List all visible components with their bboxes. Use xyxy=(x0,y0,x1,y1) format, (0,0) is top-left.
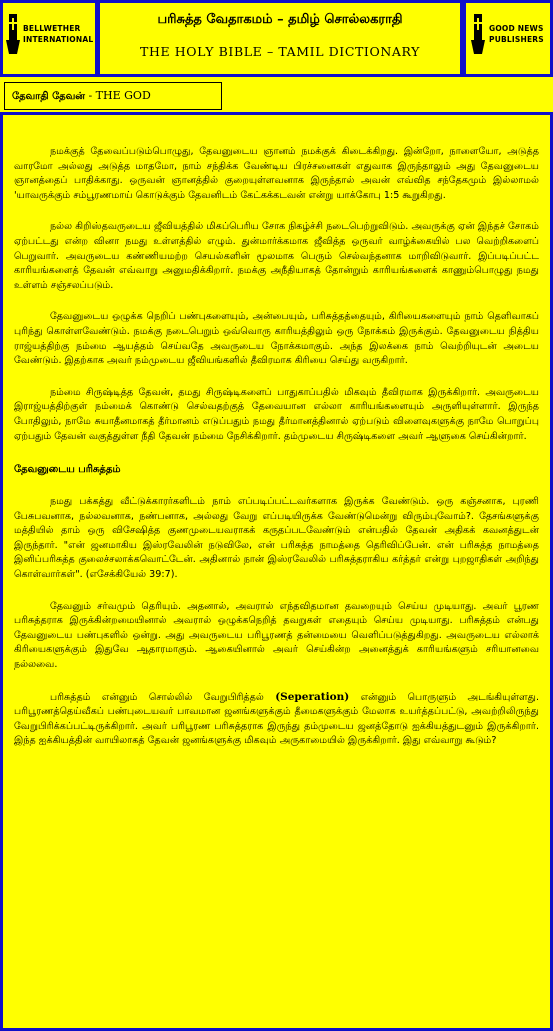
paragraph-7-part-b: என்னும் பொருளும் அடங்கியுள்ளது. பரிபூரணத்தெய்வீகப் பண்புடையவர் பாவமான ஜனங்களுக்கும் தீமைகளுக்கும் மேலாக உயர்த்தப்பட்டு, அவற்றிலிருந்து வேறுபிரிக்கப்பட்டிருக்கிறார். அவர் பரிபூரண பரிசுத்தராக இருந்து தம்முடைய ஜனத்தோடு ஐக்கியத்துடனும் இருக்கிறார். இந்த ஐக்கியத்தின் வாயிலாகத் தேவன் ஜனங்களுக்கு மிகவும் அருகாமையில் இருக்கிறார். இது எவ்வாறு கூடும்? xyxy=(14,691,539,747)
article-body xyxy=(14,145,539,766)
title-english: THE HOLY BIBLE – TAMIL DICTIONARY xyxy=(140,44,420,59)
paragraph-3: தேவனுடைய ஒழுக்க நெறிப் பண்புகளையும், அன்பையும், பரிசுத்தத்தையும், கிரியைகளையும் நாம் தெளிவாகப் புரிந்து கொள்ளவேண்டும். நமக்கு நடைபெறும் ஒவ்வொரு காரியத்திலும் ஒரு நோக்கம் இருக்கும். தேவனுடைய நித்திய ராஜ்யத்திற்கு நம்மை ஆயத்தம் செய்வதே அவருடைய நோக்கமாகும். அந்த இலக்கை நாம் வெற்றியுடன் அடைய வேண்டும். இதற்காக அவர் நம்முடைய ஜீவியங்களில் தீவிரமாக கிரியை செய்து வருகிறார். xyxy=(14,311,539,367)
bible-icon xyxy=(6,14,20,54)
paragraph-1: நமக்குத் தேவைப்படும்பொழுது, தேவனுடைய ஞானம் நமக்குக் கிடைக்கிறது. இன்றோ, நாளையோ, அடுத்த வாரமோ அல்லது அடுத்த மாதமோ, நாம் சந்திக்க வேண்டிய பிரச்சனைகள் எதுவாக இருந்தாலும் அது தேவனுடைய ஞானத்தைப் பாதிக்காது. ஒருவன் ஞானத்தில் குறையுள்ளவனாக இருந்தால் அவன் எவ்வித சந்தேகமும் இல்லாமல் 'யாவருக்கும் சம்பூரணமாய் கொடுக்கும் தேவனிடம் கேட்கக்கடவன் என்று யாக்கோபு 1:5 கூறுகிறது. xyxy=(14,146,539,201)
section-title-tamil: தேவாதி தேவன் xyxy=(12,91,85,102)
subheading-holiness: தேவனுடைய பரிசுத்தம் xyxy=(14,464,121,476)
logo-right-line2: PUBLISHERS xyxy=(489,35,544,44)
section-title xyxy=(12,89,151,103)
separation-term: (Seperation) xyxy=(275,690,350,703)
paragraph-7 xyxy=(14,690,539,749)
paragraph-2: நல்ல கிறிஸ்தவருடைய ஜீவியத்தில் மிகப்பெரிய சோக நிகழ்ச்சி நடைபெற்றுவிடும். அவருக்கு ஏன் இந்தச் சோகம் ஏற்பட்டது என்ற வினா நமது உள்ளத்தில் எழும். துன்மார்க்கமாக ஜீவித்த ஒருவர் வாழ்க்கையில் பல வெற்றிகளைப் பெறுவார். அவருடைய கண்ணியமற்ற செயல்களின் மூலமாக பெரும் செல்வந்தனாக மாறிவிடுவார். இப்படிப்பட்ட காரியங்களைத் தேவன் எவ்வாறு அனுமதிக்கிறார். நமக்கு அநீதியாகத் தோன்றும் காரியங்களைக் காணும்பொழுது நமது உள்ளம் சஞ்சலப்படும். xyxy=(14,221,539,291)
bellwether-logo xyxy=(6,14,93,54)
paragraph-4: நம்மை சிருஷ்டித்த தேவன், தமது சிருஷ்டிகளைப் பாதுகாப்பதில் மிகவும் தீவிரமாக இருக்கிறார். அவருடைய இராஜ்யத்திற்குள் நம்மைக் கொண்டு செல்வதற்குத் தேவையான எல்லா காரியங்களையும் அருளியுள்ளார். இருந்த போதிலும், நாமே சுயாதீனமாகத் தீர்மானம் எடுப்பதும் நமது தீர்மானத்தினால் ஏற்படும் விளைவுகளுக்கு நாமே பொறுப்பு ஏற்பதும் தேவன் வகுத்துள்ள நீதி தேவன் நம்மை நேசிக்கிறார். தம்முடைய சிருஷ்டிகளை அவர் ஆளுகை செய்கின்றார். xyxy=(14,386,539,442)
logo-right-line1: GOOD NEWS xyxy=(489,24,544,33)
book-icon xyxy=(470,14,486,54)
title-tamil: பரிசுத்த வேதாகமம் – தமிழ் சொல்லகராதி xyxy=(157,12,403,27)
paragraph-7-part-a: பரிசுத்தம் என்னும் சொல்லில் வேறுபிரித்தல் xyxy=(50,691,276,703)
paragraph-5: நமது பக்கத்து வீட்டுக்காரர்களிடம் நாம் எப்படிப்பட்டவர்களாக இருக்க வேண்டும். ஒரு கஞ்சனாக, புரணி பேசுபவனாக, நல்லவனாக, நண்பனாக, அல்லது வேறு எப்படியிருக்க வேண்டுமென்று விரும்புவோம்?. தேசங்களுக்கு மத்தியில் தாம் ஒரு விசேஷித்த குணமுடையவராகக் கருதப்படவேண்டும் என்பதில் தேவன் அதிகக் கவனத்துடன் இருந்தார். "என் ஜனமாகிய இஸ்ரவேலின் நடுவிலே, என் பரிசுத்த நாமத்தை தெரிவிப்பேன். என் பரிசுத்த நாமத்தை இனிப்பரிசுத்த குலைச்சலாக்கவொட்டேன். அதினால் நான் இஸ்ரவேலில் பரிசுத்தராகிய கர்த்தர் என்று புறஜாதிகள் அறிந்து கொள்வார்கள்". (எசேக்கியேல் 39:7). xyxy=(14,496,539,581)
section-title-english: - THE GOD xyxy=(84,89,151,102)
paragraph-6: தேவனும் சர்வமும் தெரியும். அதனால், அவரால் எந்தவிதமான தவறையும் செய்ய முடியாது. அவர் பூரண பரிசுத்தராக இருக்கின்றமையினால் அவரால் ஒழுக்கநெறித் தவறுகள் எதையும் செய்ய முடியாது. பரிசுத்தம் என்பது தேவனுடைய பண்புகளில் ஒன்று. அது அவருடைய பரிபூரணத் தன்மையை வெளிப்படுத்துகிறது. அவருடைய எல்லாக் கிரியைகளுக்கும் இதுவே ஆதாரமாகும். ஆகையினால் அவர் செய்கின்ற அனைத்துக் காரியங்களும் சரியானவை நல்லவை. xyxy=(14,600,539,671)
logo-left-line2: INTERNATIONAL xyxy=(23,35,94,44)
logo-left-line1: BELLWETHER xyxy=(23,24,81,33)
good-news-logo xyxy=(470,14,544,54)
